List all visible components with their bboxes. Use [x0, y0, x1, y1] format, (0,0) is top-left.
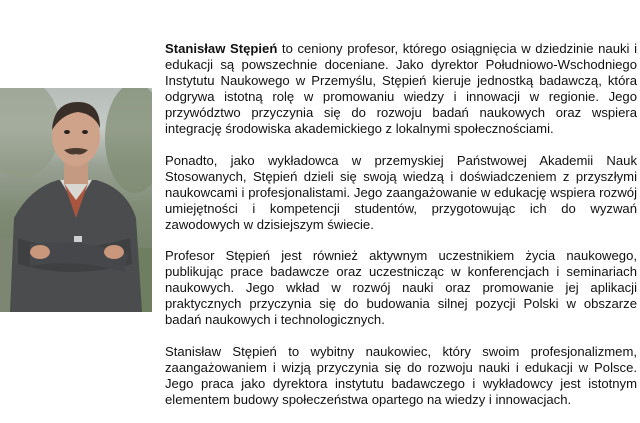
person-name: Stanisław Stępień — [165, 41, 278, 56]
portrait-photo — [0, 88, 152, 312]
paragraph-2: Ponadto, jako wykładowca w przemyskiej Państwowej Akademii Nauk Stosowanych, Stępień dzieli się swoją wiedzą i doświadczeniem z przyszłymi naukowcami i profesjonalistami. Jego zaangażowanie w edukację wspiera rozwój umiejętności i kompetencji studentów, przygotowując ich do wyzwań zawodowych w dzisiejszym świecie. — [165, 152, 637, 232]
paragraph-3: Profesor Stępień jest również aktywnym uczestnikiem życia naukowego, publikując prace badawcze oraz uczestnicząc w konferencjach i seminariach naukowych. Jego wkład w rozwój nauki oraz promowanie jej aplikacji praktycznych przyczynia się do budowania silnej pozycji Polski w obszarze badań naukowych i technologicznych. — [165, 248, 637, 328]
portrait-illustration — [0, 88, 152, 312]
paragraph-1-text: to ceniony profesor, którego osiągnięcia w dziedzinie nauki i edukacji są powszechnie doceniane. Jako dyrektor Południowo-Wschodniego Instytutu Naukowego w Przemyślu, Stępień kieruje jednostką badawczą, która odgrywa istotną rolę w promowaniu wiedzy i innowacji w regionie. Jego przywództwo przyczynia się do rozwoju badań naukowych oraz wspiera integrację środowiska akademickiego z lokalnymi społecznościami. — [165, 41, 637, 137]
biography-text — [165, 41, 637, 423]
paragraph-4: Stanisław Stępień to wybitny naukowiec, który swoim profesjonalizmem, zaangażowaniem i wizją przyczynia się do rozwoju nauki i edukacji w Polsce. Jego praca jako dyrektora instytutu badawczego i wykładowcy jest istotnym elementem budowy społeczeństwa opartego na wiedzy i innowacjach. — [165, 343, 637, 407]
paragraph-1 — [165, 41, 637, 138]
